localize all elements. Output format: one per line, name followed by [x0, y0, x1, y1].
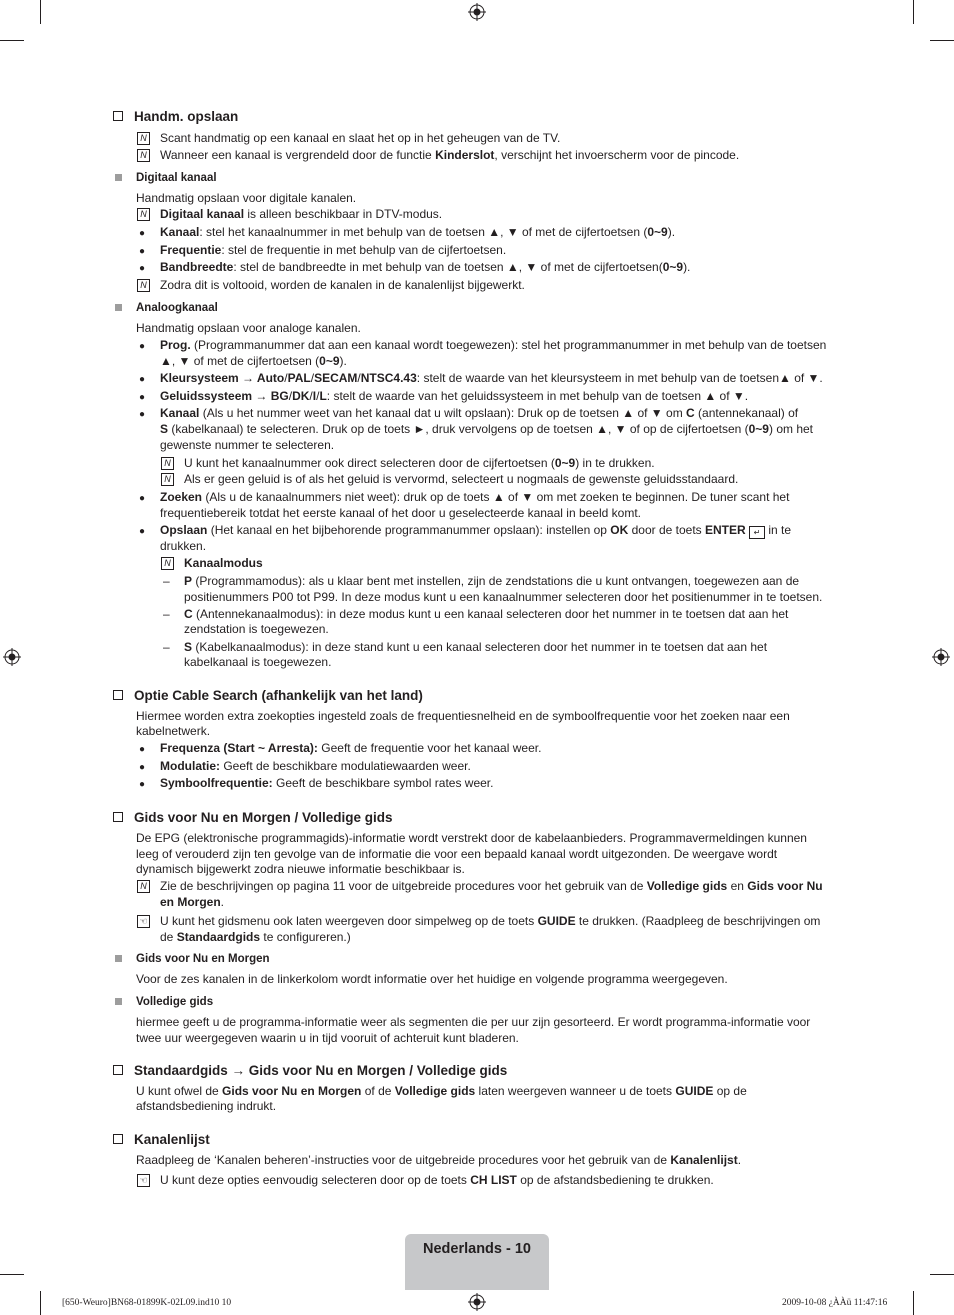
checkbox-icon	[113, 1065, 123, 1075]
list-item: S (Kabelkanaalmodus): in deze stand kunt u een kanaal selecteren door het nummer in te toetsen dat aan het	[184, 640, 768, 654]
paragraph: De EPG (elektronische programmagids)-informatie wordt verstrekt door de kabelaanbieders. Programmavermeldingen kunnen	[136, 831, 807, 845]
note-icon: N	[137, 279, 150, 292]
note-text: U kunt het gidsmenu ook laten weergeven door simpelweg op de toets GUIDE te drukken. (Raadpleeg de beschrijvingen om	[160, 914, 821, 928]
paragraph: Voor de zes kanalen in de linkerkolom wordt informatie over het huidige en volgende programma weergegeven.	[136, 972, 728, 986]
bullet-icon: ●	[139, 392, 146, 403]
note-icon: N	[137, 132, 150, 145]
print-info-right: 2009-10-08 ¿ÀÀü 11:47:16	[782, 1298, 888, 1308]
checkbox-icon	[113, 1134, 123, 1144]
subsection-heading-analoog: Analoogkanaal	[115, 301, 218, 317]
list-item: Opslaan (Het kanaal en het bijbehorende programmanummer opslaan): instellen op OK door de toets ENTER ↵ in te	[160, 523, 792, 537]
list-item: Symboolfrequentie: Geeft de beschikbare symbol rates weer.	[160, 776, 494, 790]
bullet-icon: ●	[139, 744, 146, 755]
registration-mark-icon	[468, 3, 486, 21]
note-icon: N	[137, 208, 150, 221]
paragraph: Handmatig opslaan voor analoge kanalen.	[136, 321, 361, 335]
bullet-icon: ●	[139, 341, 146, 352]
bullet-icon: ●	[139, 263, 146, 274]
list-item-continuation: ▲, ▼ of met de cijfertoetsen (0~9).	[160, 354, 347, 368]
list-item-continuation: frequentiebereik totdat het eerste kanaal of het door u geselecteerde kanaal in beeld komt.	[160, 506, 641, 520]
crop-mark	[0, 1274, 24, 1275]
note-text: Zodra dit is voltooid, worden de kanalen in de kanalenlijst bijgewerkt.	[160, 278, 525, 292]
note-text-continuation: de Standaardgids te configureren.)	[160, 930, 351, 944]
square-bullet-icon	[115, 998, 122, 1005]
subsection-heading-gids-nu: Gids voor Nu en Morgen	[115, 952, 270, 968]
page-number-tab	[405, 1234, 549, 1290]
list-item-continuation: S (kabelkanaal) te selecteren. Druk op de toets ►, druk vervolgens op de toetsen ▲, ▼ of op de cijfertoetsen (0~9) om het	[160, 422, 813, 436]
list-item: Frequenza (Start ~ Arresta): Geeft de frequentie voor het kanaal weer.	[160, 741, 542, 755]
section-heading-gids: Gids voor Nu en Morgen / Volledige gids	[113, 810, 393, 826]
paragraph: U kunt ofwel de Gids voor Nu en Morgen of de Volledige gids laten weergeven wanneer u de toets GUIDE op de	[136, 1084, 747, 1098]
bullet-icon: ●	[139, 374, 146, 385]
crop-mark	[40, 1291, 41, 1315]
subsection-heading-volledige-gids: Volledige gids	[115, 995, 213, 1011]
list-item: Kleursysteem → Auto/PAL/SECAM/NTSC4.43: stelt de waarde van het kleursysteem in met behulp van de toetsen▲ of ▼.	[160, 371, 823, 385]
square-bullet-icon	[115, 304, 122, 311]
section-heading-standaardgids: Standaardgids → Gids voor Nu en Morgen / Volledige gids	[113, 1063, 507, 1079]
section-heading-handm	[113, 109, 238, 125]
note-icon: N	[137, 880, 150, 893]
enter-key-icon: ↵	[749, 526, 765, 539]
paragraph: Raadpleeg de ‘Kanalen beheren’-instructies voor de uitgebreide procedures voor het gebruik van de Kanalenlijst.	[136, 1153, 742, 1167]
hand-icon: ☜	[137, 1174, 150, 1187]
list-item: Prog. (Programmanummer dat aan een kanaal wordt toegewezen): stel het programmanummer in met behulp van de toetsen	[160, 338, 827, 352]
note-text: U kunt deze opties eenvoudig selecteren door op de toets CH LIST op de afstandsbediening te drukken.	[160, 1173, 714, 1187]
note-text: U kunt het kanaalnummer ook direct selecteren door de cijfertoetsen (0~9) in te drukken.	[184, 456, 655, 470]
crop-mark	[930, 40, 954, 41]
list-item: Bandbreedte: stel de bandbreedte in met behulp van de toetsen ▲, ▼ of met de cijfertoetsen(0~9).	[160, 260, 691, 274]
checkbox-icon	[113, 812, 123, 822]
bullet-icon: ●	[139, 493, 146, 504]
list-item: Kanaal: stel het kanaalnummer in met behulp van de toetsen ▲, ▼ of met de cijfertoetsen (0~9).	[160, 225, 676, 239]
checkbox-icon	[113, 111, 123, 121]
bullet-icon: ●	[139, 409, 146, 420]
note-icon: N	[161, 473, 174, 486]
list-item-continuation: kabelkanaal is toegewezen.	[184, 655, 332, 669]
square-bullet-icon	[115, 955, 122, 962]
list-item-continuation: drukken.	[160, 539, 207, 553]
subsection-heading-digitaal: Digitaal kanaal	[115, 171, 217, 187]
paragraph: dynamisch bijgewerkt zodra nieuwe informatie beschikbaar is.	[136, 862, 465, 876]
checkbox-icon	[113, 690, 123, 700]
bullet-icon: ●	[139, 246, 146, 257]
print-info-left: [650-Weuro]BN68-01899K-02L09.ind10 10	[62, 1298, 232, 1308]
section-heading-kanalenlijst: Kanalenlijst	[113, 1132, 210, 1148]
note-text: Als er geen geluid is of als het geluid is vervormd, selecteert u nogmaals de gewenste geluidsstandaard.	[184, 472, 739, 486]
note-text: Scant handmatig op een kanaal en slaat het op in het geheugen van de TV.	[160, 131, 561, 145]
crop-mark	[913, 1291, 914, 1315]
crop-mark	[0, 40, 24, 41]
note-icon: N	[161, 557, 174, 570]
dash-icon: –	[163, 607, 170, 621]
square-bullet-icon	[115, 174, 122, 181]
bullet-icon: ●	[139, 228, 146, 239]
list-item: Geluidssysteem → BG/DK/I/L: stelt de waarde van het geluidssysteem in met behulp van de toetsen ▲ of ▼.	[160, 389, 749, 403]
page-number: Nederlands - 10	[423, 1241, 531, 1257]
list-item: Modulatie: Geeft de beschikbare modulatiewaarden weer.	[160, 759, 471, 773]
registration-mark-icon	[3, 648, 21, 666]
note-icon: N	[137, 149, 150, 162]
registration-mark-icon	[468, 1293, 486, 1311]
note-icon: N	[161, 457, 174, 470]
note-text-continuation: en Morgen.	[160, 895, 225, 909]
note-text: Digitaal kanaal is alleen beschikbaar in DTV-modus.	[160, 207, 443, 221]
list-item: Frequentie: stel de frequentie in met behulp van de cijfertoetsen.	[160, 243, 507, 257]
paragraph: hiermee geeft u de programma-informatie weer als segmenten die per uur zijn gesorteerd. Er wordt programma-informatie voor	[136, 1015, 811, 1029]
list-item: P (Programmamodus): als u klaar bent met instellen, zijn de zendstations die u kunt ontvangen, toegewezen aan de	[184, 574, 800, 588]
paragraph: twee uur weergegeven waarin u in tijd vooruit of achteruit kunt bladeren.	[136, 1031, 519, 1045]
list-item-continuation: zendstation is toegewezen.	[184, 622, 329, 636]
section-title: Handm. opslaan	[134, 109, 239, 124]
paragraph: afstandsbediening indrukt.	[136, 1099, 277, 1113]
dash-icon: –	[163, 640, 170, 654]
paragraph: Handmatig opslaan voor digitale kanalen.	[136, 191, 357, 205]
bullet-icon: ●	[139, 526, 146, 537]
list-item: C (Antennekanaalmodus): in deze modus kunt u een kanaal selecteren door het nummer in te toetsen dat aan het	[184, 607, 789, 621]
list-item-continuation: gewenste nummer te selecteren.	[160, 438, 335, 452]
crop-mark	[40, 0, 41, 24]
paragraph: leeg of verouderd zijn ten gevolge van de informatie die voor een bepaald kanaal wordt uitgezonden. De weergave wordt	[136, 847, 778, 861]
crop-mark	[913, 0, 914, 24]
section-heading-cable-search: Optie Cable Search (afhankelijk van het land)	[113, 688, 423, 704]
crop-mark	[930, 1274, 954, 1275]
note-text: Zie de beschrijvingen op pagina 11 voor de uitgebreide procedures voor het gebruik van de Volledige gids en Gids voor Nu	[160, 879, 823, 893]
list-item: Kanaal (Als u het nummer weet van het kanaal dat u wilt opslaan): Druk op de toetsen ▲ of ▼ om C (antennekanaal) of	[160, 406, 799, 420]
note-heading: Kanaalmodus	[184, 556, 263, 570]
dash-icon: –	[163, 574, 170, 588]
list-item-continuation: positienummers P00 tot P99. In deze modus kunt u een kanaalnummer selecteren door het positienummer in te toetsen.	[184, 590, 823, 604]
registration-mark-icon	[932, 648, 950, 666]
paragraph: Hiermee worden extra zoekopties ingesteld zoals de frequentiesnelheid en de symboolfrequentie voor het zoeken naar een	[136, 709, 790, 723]
hand-icon: ☜	[137, 915, 150, 928]
list-item: Zoeken (Als u de kanaalnummers niet weet): druk op de toets ▲ of ▼ om met zoeken te beginnen. De tuner scant het	[160, 490, 790, 504]
note-text: Wanneer een kanaal is vergrendeld door de functie Kinderslot, verschijnt het invoerscherm voor de pincode.	[160, 148, 740, 162]
paragraph: kabelnetwerk.	[136, 724, 211, 738]
bullet-icon: ●	[139, 779, 146, 790]
bullet-icon: ●	[139, 762, 146, 773]
